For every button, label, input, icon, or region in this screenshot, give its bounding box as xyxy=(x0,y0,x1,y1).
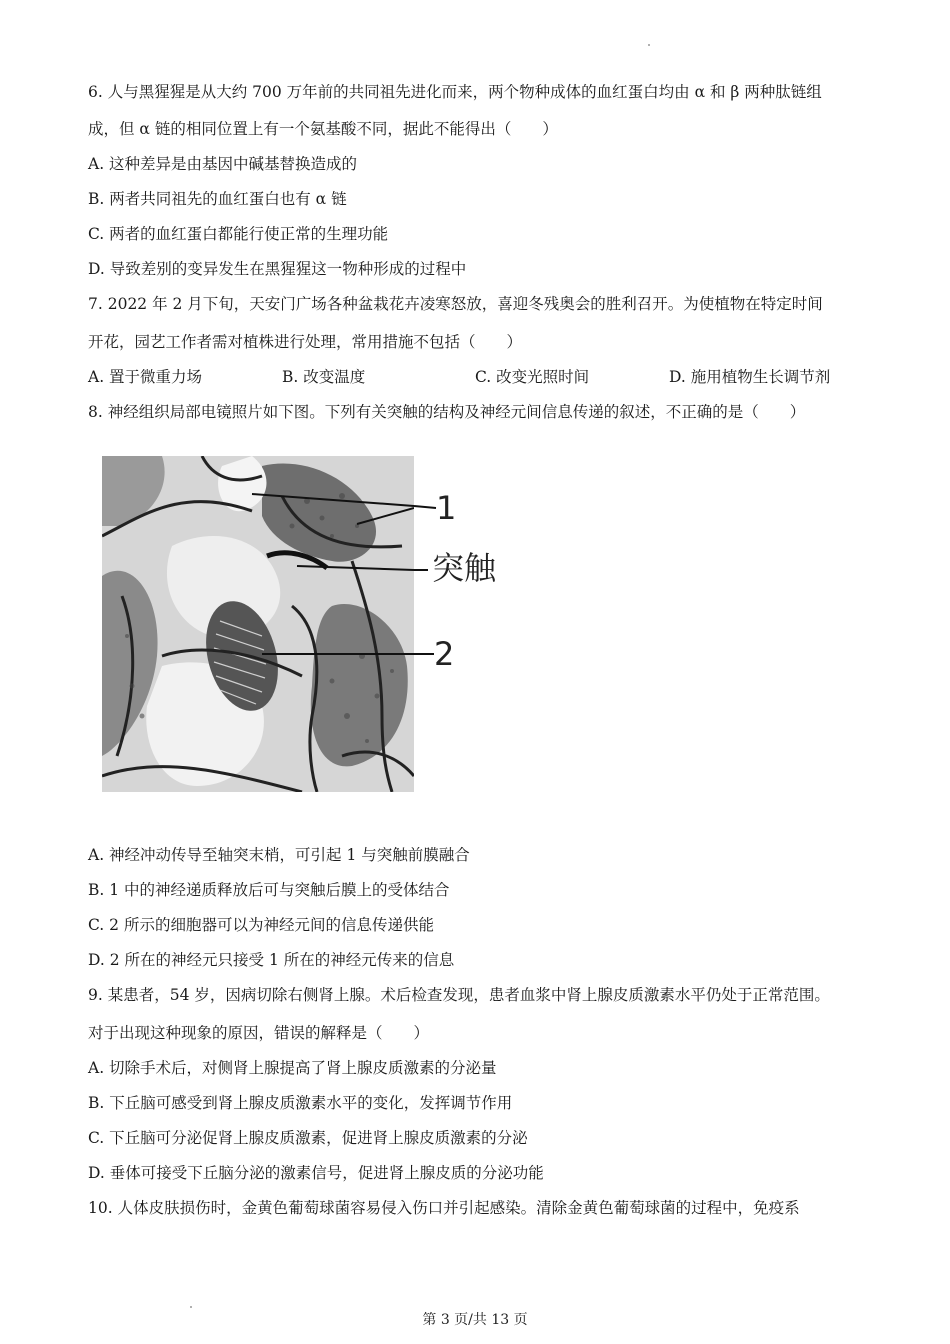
q9-option-b: B. 下丘脑可感受到肾上腺皮质激素水平的变化，发挥调节作用 xyxy=(88,1094,513,1112)
q7-option-b: B. 改变温度 xyxy=(282,368,366,386)
micrograph-drawing xyxy=(102,456,414,792)
q6-option-a: A. 这种差异是由基因中碱基替换造成的 xyxy=(88,155,358,173)
q9-stem-line2: 对于出现这种现象的原因，错误的解释是（ ） xyxy=(88,1024,430,1042)
scan-speck-top xyxy=(648,44,650,46)
q7-stem-line1: 7. 2022 年 2 月下旬，天安门广场各种盆栽花卉凌寒怒放，喜迎冬残奥会的胜利召开。为使植物在特定时间 xyxy=(88,295,823,313)
q8-option-c: C. 2 所示的细胞器可以为神经元间的信息传递供能 xyxy=(88,916,434,934)
electron-micrograph xyxy=(102,456,414,792)
q7-stem-line2: 开花，园艺工作者需对植株进行处理，常用措施不包括（ ） xyxy=(88,333,523,351)
q6-stem-line1: 6. 人与黑猩猩是从大约 700 万年前的共同祖先进化而来，两个物种成体的血红蛋白均由 α 和 β 两种肽链组 xyxy=(88,83,822,101)
q9-option-d: D. 垂体可接受下丘脑分泌的激素信号，促进肾上腺皮质的分泌功能 xyxy=(88,1164,544,1182)
figure-label-1: 1 xyxy=(436,489,457,527)
scan-speck-bottom xyxy=(190,1306,192,1308)
figure-label-synapse: 突触 xyxy=(432,549,497,587)
q6-option-d: D. 导致差别的变异发生在黑猩猩这一物种形成的过程中 xyxy=(88,260,467,278)
q10-stem-line1: 10. 人体皮肤损伤时，金黄色葡萄球菌容易侵入伤口并引起感染。清除金黄色葡萄球菌的过程中，免疫系 xyxy=(88,1199,800,1217)
q9-option-c: C. 下丘脑可分泌促肾上腺皮质激素，促进肾上腺皮质激素的分泌 xyxy=(88,1129,528,1147)
q8-option-a: A. 神经冲动传导至轴突末梢，可引起 1 与突触前膜融合 xyxy=(88,846,470,864)
q8-option-b: B. 1 中的神经递质释放后可与突触后膜上的受体结合 xyxy=(88,881,450,899)
page-footer: 第 3 页/共 13 页 xyxy=(422,1312,528,1328)
q6-option-b: B. 两者共同祖先的血红蛋白也有 α 链 xyxy=(88,190,347,208)
q9-stem-line1: 9. 某患者，54 岁，因病切除右侧肾上腺。术后检查发现，患者血浆中肾上腺皮质激素水平仍处于正常范围。 xyxy=(88,986,830,1004)
q8-option-d: D. 2 所在的神经元只接受 1 所在的神经元传来的信息 xyxy=(88,951,455,969)
q8-stem: 8. 神经组织局部电镜照片如下图。下列有关突触的结构及神经元间信息传递的叙述，不正确的是（ ） xyxy=(88,403,806,421)
q9-option-a: A. 切除手术后，对侧肾上腺提高了肾上腺皮质激素的分泌量 xyxy=(88,1059,497,1077)
figure-label-2: 2 xyxy=(434,635,455,673)
q7-option-c: C. 改变光照时间 xyxy=(475,368,590,386)
q6-option-c: C. 两者的血红蛋白都能行使正常的生理功能 xyxy=(88,225,389,243)
q7-option-a: A. 置于微重力场 xyxy=(88,368,203,386)
q7-option-d: D. 施用植物生长调节剂 xyxy=(669,368,831,386)
q6-stem-line2: 成，但 α 链的相同位置上有一个氨基酸不同，据此不能得出（ ） xyxy=(88,120,558,138)
